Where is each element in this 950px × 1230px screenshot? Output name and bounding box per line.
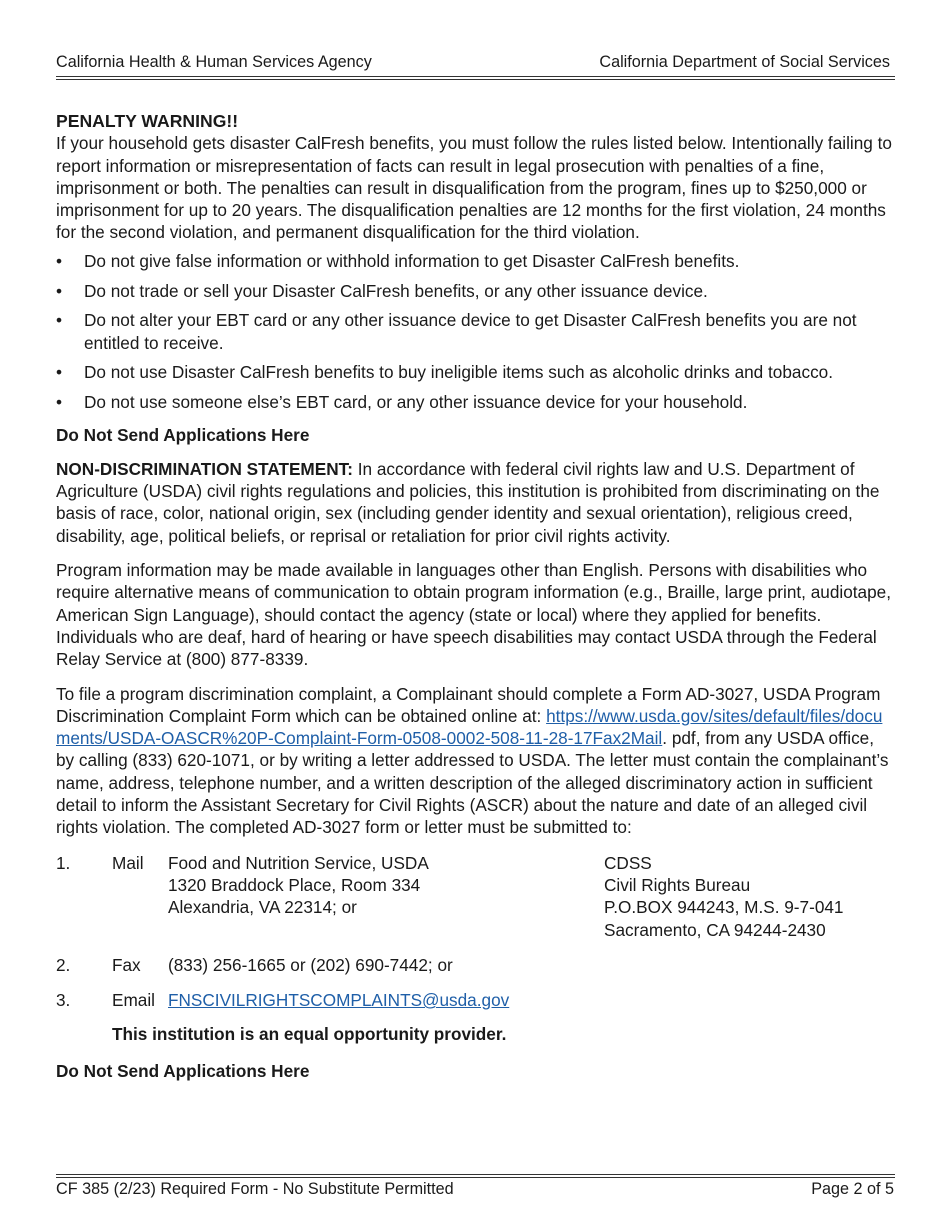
usda-address-line: Alexandria, VA 22314; or	[168, 897, 357, 918]
mail-number: 1.	[56, 852, 71, 873]
rule-text: Do not trade or sell your Disaster CalFresh benefits, or any other issuance device.	[84, 280, 708, 301]
equal-opportunity-notice: This institution is an equal opportunity provider.	[112, 1024, 507, 1045]
penalty-intro: If your household gets disaster CalFresh benefits, you must follow the rules listed below. Intentionally failing to report information or misrepresentation of facts can result in legal prosecution with penalties of a fine, imprisonment or both. The penalties can result in disqualification from the program, fines up to $250,000 or imprisonment for up to 20 years. The disqualification penalties are 12 months for the first violation, 24 months for the second violation, and permanent disqualification for the third violation.	[56, 133, 892, 243]
footer-divider-double	[56, 1177, 895, 1178]
email-number: 3.	[56, 990, 71, 1011]
page-header	[56, 52, 890, 72]
penalty-rules-list	[56, 250, 896, 414]
list-item	[56, 250, 896, 272]
bullet-icon: •	[56, 362, 63, 383]
complaint-form-link[interactable]: https://www.usda.gov/sites/default/files/documents/USDA-OASCR%20P-Complaint-Form-0508-0002-508-11-28-17Fax2Mail	[56, 705, 883, 749]
usda-address	[168, 852, 604, 941]
do-not-send-notice: Do Not Send Applications Here	[56, 1060, 310, 1081]
cdss-address-line: CDSS	[604, 852, 652, 873]
email-option	[56, 989, 896, 1011]
page-footer	[56, 1179, 894, 1199]
footer-divider	[56, 1174, 895, 1175]
nondiscrimination-text: In accordance with federal civil rights law and U.S. Department of Agriculture (USDA) civil rights regulations and policies, this institution is prohibited from discriminating on the basis of race, color, national origin, sex (including gender identity and sexual orientation), religious creed, disability, age, political beliefs, or reprisal or retaliation for prior civil rights activity.	[56, 458, 880, 546]
do-not-send-notice: Do Not Send Applications Here	[56, 424, 310, 445]
bullet-icon: •	[56, 280, 63, 301]
usda-address-line: Food and Nutrition Service, USDA	[168, 852, 429, 873]
cdss-address	[604, 852, 896, 941]
form-id: CF 385 (2/23) Required Form - No Substitute Permitted	[56, 1180, 454, 1198]
mail-option	[56, 852, 896, 941]
email-link[interactable]: FNSCIVILRIGHTSCOMPLAINTS@usda.gov	[168, 990, 510, 1011]
list-item	[56, 391, 896, 413]
complaint-text-after: . pdf, from any USDA office, by calling (833) 620-1071, or by writing a letter addressed to USDA. The letter must contain the complainant’s name, address, telephone number, and a written description of the alleged discriminatory action in sufficient detail to inform the Assistant Secretary for Civil Rights (ASCR) about the nature and date of an alleged civil rights violation. The completed AD-3027 form or letter must be submitted to:	[56, 728, 889, 838]
fax-number: 2.	[56, 954, 71, 975]
cdss-address-line: P.O.BOX 944243, M.S. 9-7-041	[604, 897, 844, 918]
rule-text: Do not give false information or withhold information to get Disaster CalFresh benefits.	[84, 250, 740, 271]
usda-address-line: 1320 Braddock Place, Room 334	[168, 874, 421, 895]
rule-text: Do not alter your EBT card or any other issuance device to get Disaster CalFresh benefits you are not entitled to receive.	[84, 310, 857, 353]
bullet-icon: •	[56, 250, 63, 271]
header-divider-double	[56, 79, 895, 80]
bullet-icon: •	[56, 310, 63, 331]
bullet-icon: •	[56, 392, 63, 413]
complaint-text-before: To file a program discrimination complaint, a Complainant should complete a Form AD-3027, USDA Program Discrimination Complaint Form which can be obtained online at:	[56, 683, 881, 726]
list-item	[56, 361, 896, 383]
cdss-address-line: Sacramento, CA 94244-2430	[604, 919, 826, 940]
department-name: California Department of Social Services	[599, 53, 890, 71]
fax-label: Fax	[112, 954, 141, 975]
penalty-title: PENALTY WARNING!!	[56, 111, 239, 131]
document-body	[56, 110, 896, 1082]
list-item	[56, 309, 896, 354]
program-info-paragraph: Program information may be made available in languages other than English. Persons with disabilities who require alternative means of communication to obtain program information (e.g., Braille, large print, audiotape, American Sign Language), should contact the agency (state or local) where they applied for benefits. Individuals who are deaf, hard of hearing or have speech disabilities may contact USDA through the Federal Relay Service at (800) 877-8339.	[56, 560, 891, 670]
mail-label: Mail	[112, 852, 144, 873]
rule-text: Do not use Disaster CalFresh benefits to buy ineligible items such as alcoholic drinks and tobacco.	[84, 362, 833, 383]
header-divider	[56, 76, 895, 77]
fax-option	[56, 954, 896, 976]
list-item	[56, 280, 896, 302]
email-label: Email	[112, 990, 155, 1011]
fax-value: (833) 256-1665 or (202) 690-7442; or	[168, 954, 453, 975]
agency-name: California Health & Human Services Agency	[56, 53, 372, 71]
nondiscrimination-label: NON-DISCRIMINATION STATEMENT:	[56, 458, 353, 479]
page-number: Page 2 of 5	[811, 1180, 894, 1198]
cdss-address-line: Civil Rights Bureau	[604, 874, 751, 895]
rule-text: Do not use someone else’s EBT card, or any other issuance device for your household.	[84, 392, 748, 413]
nondiscrimination-statement	[56, 458, 896, 547]
complaint-paragraph	[56, 683, 896, 839]
